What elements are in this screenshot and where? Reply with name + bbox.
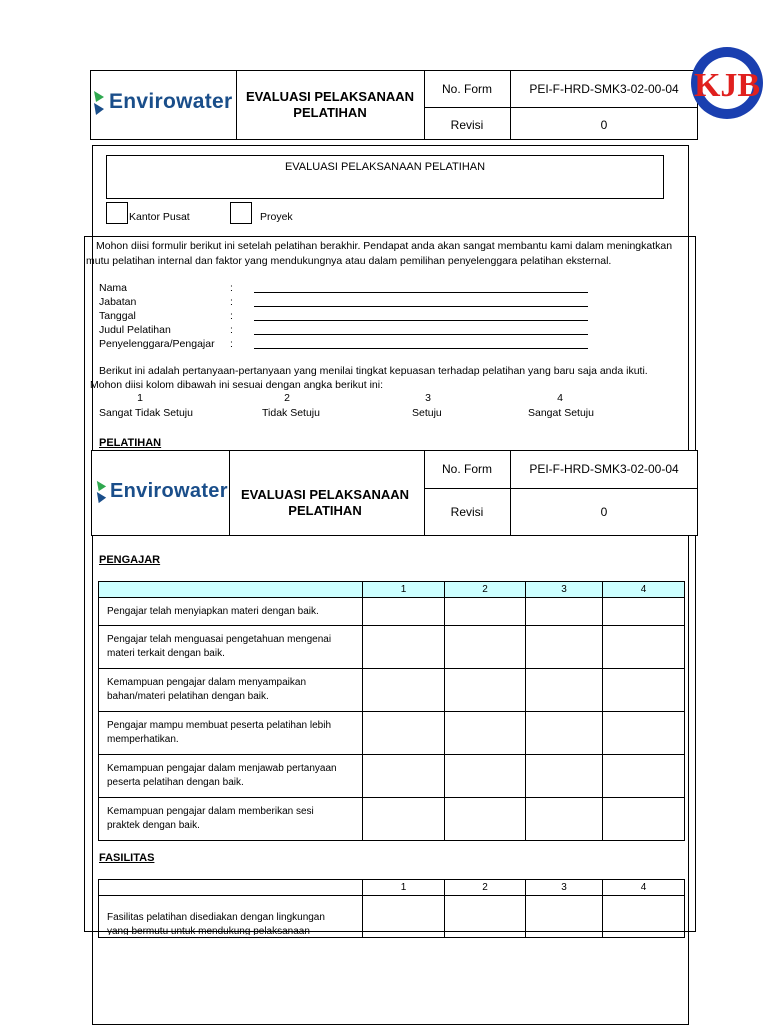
field-judul: Judul Pelatihan [99,324,171,336]
table-row [99,669,685,712]
col-1: 1 [363,880,445,896]
input-jabatan[interactable] [254,306,588,307]
question-text: yang bermutu untuk mendukung pelaksanaan [107,926,310,935]
kjb-logo [688,44,766,122]
question-text: Fasilitas pelatihan disediakan dengan lingkungan [107,912,325,923]
rating-cell[interactable] [526,798,603,841]
scale-intro-2: Mohon diisi kolom dibawah ini sesuai dengan angka berikut ini: [90,379,384,391]
rating-cell[interactable] [603,755,685,798]
input-tanggal[interactable] [254,320,588,321]
rating-cell[interactable] [363,712,445,755]
col-3: 3 [526,582,603,598]
no-form-value-2: PEI-F-HRD-SMK3-02-00-04 [529,462,679,476]
label-proyek: Proyek [260,211,293,223]
rating-cell[interactable] [526,896,603,938]
question-text: Pengajar mampu membuat peserta pelatihan lebih [107,720,332,731]
col-4: 4 [603,582,685,598]
rating-cell[interactable] [445,798,526,841]
rating-cell[interactable] [526,626,603,669]
header-title-2-line2: PELATIHAN [288,503,362,518]
question-text: Kemampuan pengajar dalam menyampaikan [107,677,307,688]
no-form-value: PEI-F-HRD-SMK3-02-00-04 [529,82,679,96]
envirowater-logo [92,88,232,118]
table-row [99,712,685,755]
rating-cell[interactable] [526,598,603,626]
rating-cell[interactable] [603,598,685,626]
scale-num-1: 1 [137,392,143,404]
revisi-label: Revisi [450,118,484,132]
rating-cell[interactable] [445,712,526,755]
input-penyelenggara[interactable] [254,348,588,349]
rating-cell[interactable] [526,669,603,712]
header-title-2 [230,487,420,519]
scale-num-4: 4 [557,392,563,404]
rating-cell[interactable] [603,626,685,669]
intro-line-2: mutu pelatihan internal dan faktor yang mendukungnya atau dalam pemilihan penyelenggara pelatihan eksternal. [86,255,612,267]
form-title: EVALUASI PELAKSANAAN PELATIHAN [284,161,486,173]
revisi-value: 0 [600,118,608,132]
envirowater-logo-2 [95,478,228,508]
colon-3: : [230,310,233,322]
question-text: praktek dengan baik. [107,820,200,831]
rating-cell[interactable] [363,896,445,938]
rating-cell[interactable] [363,626,445,669]
table-header-row [99,880,685,896]
table-row [99,755,685,798]
question-text: Pengajar telah menguasai pengetahuan mengenai [107,634,332,645]
rating-cell[interactable] [526,755,603,798]
scale-label-1: Sangat Tidak Setuju [99,407,193,419]
rating-cell[interactable] [603,669,685,712]
field-jabatan: Jabatan [99,296,137,308]
scale-num-3: 3 [425,392,431,404]
revisi-label-2: Revisi [450,505,484,519]
header-title-line1: EVALUASI PELAKSANAAN [245,89,415,104]
kjb-logo-text: KJB [693,67,761,104]
header-title-2-line1: EVALUASI PELAKSANAAN [240,487,410,502]
envirowater-leaf-icon-2 [95,479,108,505]
envirowater-leaf-icon [92,89,106,117]
question-text: memperhatikan. [107,734,179,745]
col-2: 2 [445,880,526,896]
rating-cell[interactable] [363,755,445,798]
question-text: materi terkait dengan baik. [107,648,225,659]
section-pengajar: PENGAJAR [99,554,161,566]
field-tanggal: Tanggal [99,310,136,322]
col-2: 2 [445,582,526,598]
col-1: 1 [363,582,445,598]
colon-5: : [230,338,233,350]
scale-label-2: Tidak Setuju [262,407,320,419]
section-pelatihan: PELATIHAN [99,437,162,449]
scale-label-4: Sangat Setuju [528,407,594,419]
header-title-line2: PELATIHAN [293,105,367,120]
rating-cell[interactable] [445,669,526,712]
rating-cell[interactable] [363,598,445,626]
question-text: peserta pelatihan dengan baik. [107,777,244,788]
table-header-row [99,582,685,598]
checkbox-proyek[interactable] [230,202,252,224]
col-3: 3 [526,880,603,896]
rating-cell[interactable] [445,755,526,798]
pengajar-table [98,581,685,841]
rating-cell[interactable] [445,896,526,938]
colon-4: : [230,324,233,336]
field-penyelenggara: Penyelenggara/Pengajar [99,338,215,350]
logo-text: Envirowater [109,90,233,113]
header-title [237,89,423,121]
question-text: Kemampuan pengajar dalam menjawab pertanyaan [107,763,337,774]
table-row [99,598,685,626]
logo-text-2: Envirowater [110,480,228,502]
label-kantor-pusat: Kantor Pusat [129,211,190,223]
no-form-label-2: No. Form [441,462,492,476]
question-text: Pengajar telah menyiapkan materi dengan baik. [107,605,319,617]
table-row [99,626,685,669]
checkbox-kantor-pusat[interactable] [106,202,128,224]
kjb-logo-icon [688,44,766,122]
colon-2: : [230,296,233,308]
rating-cell[interactable] [363,798,445,841]
scale-intro-1: Berikut ini adalah pertanyaan-pertanyaan yang menilai tingkat kepuasan terhadap pelatihan yang baru saja anda ikuti. [99,365,648,377]
revisi-value-2: 0 [600,505,608,519]
scale-num-2: 2 [284,392,290,404]
intro-line-1: Mohon diisi formulir berikut ini setelah pelatihan berakhir. Pendapat anda akan sangat membantu kami dalam meningkatkan [96,240,673,252]
question-text: bahan/materi pelatihan dengan baik. [107,691,269,702]
rating-cell[interactable] [603,798,685,841]
table-row [99,896,685,938]
col-4: 4 [603,880,685,896]
rating-cell[interactable] [363,669,445,712]
no-form-label: No. Form [441,82,492,96]
field-nama: Nama [99,282,128,294]
section-fasilitas: FASILITAS [99,852,155,864]
rating-cell[interactable] [603,712,685,755]
input-judul[interactable] [254,334,588,335]
fasilitas-table [98,879,685,938]
table-row [99,798,685,841]
rating-cell[interactable] [445,626,526,669]
colon-1: : [230,282,233,294]
rating-cell[interactable] [603,896,685,938]
scale-label-3: Setuju [412,407,442,419]
rating-cell[interactable] [526,712,603,755]
question-text: Kemampuan pengajar dalam memberikan sesi [107,806,314,817]
rating-cell[interactable] [445,598,526,626]
input-nama[interactable] [254,292,588,293]
